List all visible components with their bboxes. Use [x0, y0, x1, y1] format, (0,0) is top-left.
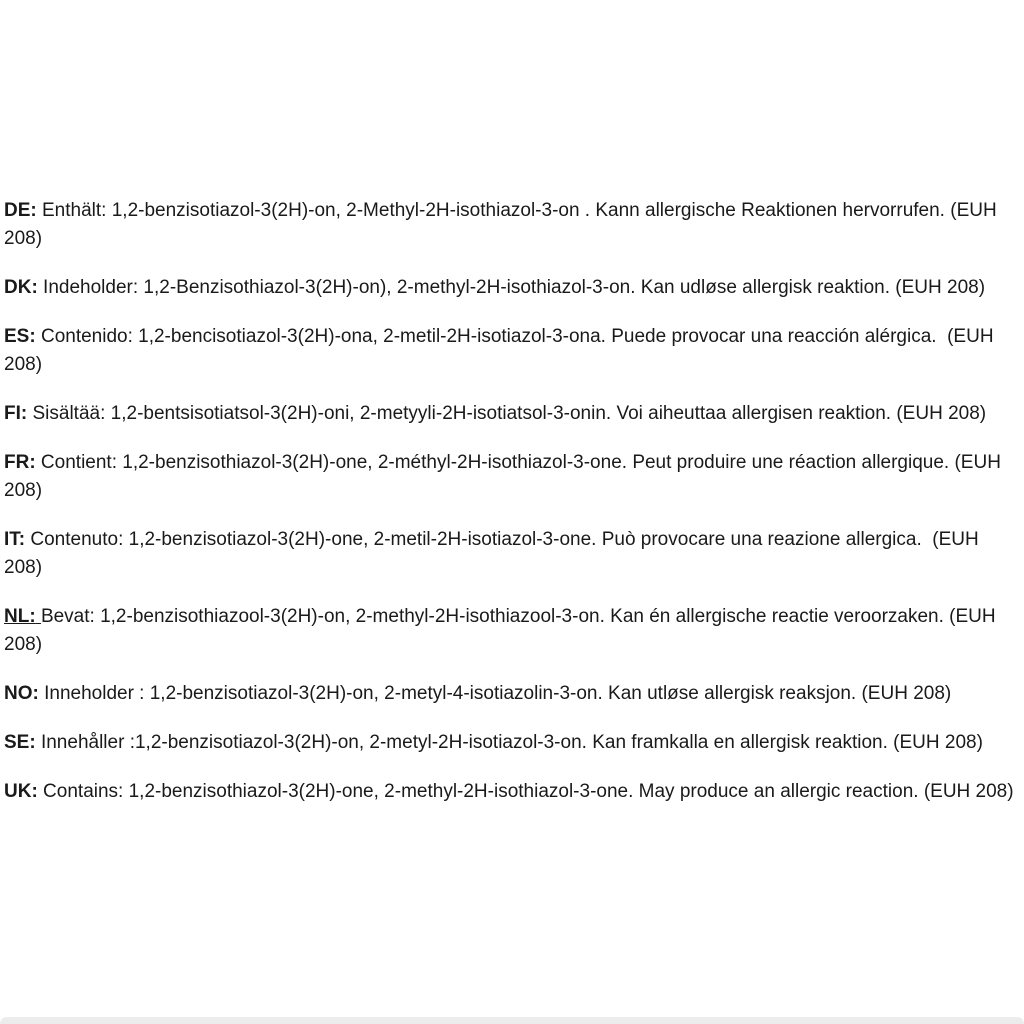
statement-text-fr: Contient: 1,2-benzisothiazol-3(2H)-one, 2-méthyl-2H-isothiazol-3-one. Peut produire une réaction allergique. (EUH 208) — [4, 452, 1007, 501]
statement-text-it: Contenuto: 1,2-benzisotiazol-3(2H)-one, 2-metil-2H-isotiazol-3-one. Può provocare una reazione allergica. (EUH 208) — [4, 529, 985, 578]
euh208-statement-se — [4, 729, 1020, 757]
statement-text-fi: Sisältää: 1,2-bentsisotiatsol-3(2H)-oni, 2-metyyli-2H-isotiatsol-3-onin. Voi aiheuttaa allergisen reaktion. (EUH 208) — [27, 403, 987, 424]
language-code-se: SE: — [4, 732, 36, 753]
statement-text-dk: Indeholder: 1,2-Benzisothiazol-3(2H)-on), 2-methyl-2H-isothiazol-3-on. Kan udløse allergisk reaktion. (EUH 208) — [37, 277, 986, 298]
language-code-nl: NL: — [4, 606, 36, 627]
language-code-no: NO: — [4, 683, 39, 704]
statement-text-uk: Contains: 1,2-benzisothiazol-3(2H)-one, 2-methyl-2H-isothiazol-3-one. May produce an allergic reaction. (EUH 208) — [37, 781, 1014, 802]
statement-text-es: Contenido: 1,2-bencisotiazol-3(2H)-ona, 2-metil-2H-isotiazol-3-ona. Puede provocar una reacción alérgica. (EUH 208) — [4, 326, 999, 375]
euh208-statement-fr — [4, 449, 1020, 505]
euh208-statement-uk — [4, 778, 1020, 806]
language-code-fi: FI: — [4, 403, 28, 424]
language-code-uk: UK: — [4, 781, 38, 802]
language-code-fr: FR: — [4, 452, 36, 473]
euh208-statement-nl — [4, 603, 1020, 659]
page-bottom-edge — [0, 1017, 1024, 1024]
statement-text-no: Inneholder : 1,2-benzisotiazol-3(2H)-on, 2-metyl-4-isotiazolin-3-on. Kan utløse allergisk reaksjon. (EUH 208) — [38, 683, 952, 704]
language-code-it: IT: — [4, 529, 26, 550]
euh208-statement-fi — [4, 400, 1020, 428]
euh208-statement-de — [4, 197, 1020, 253]
statement-text-de: Enthält: 1,2-benzisotiazol-3(2H)-on, 2-Methyl-2H-isothiazol-3-on . Kann allergische Reaktionen hervorrufen. (EUH 208) — [4, 200, 1002, 249]
euh208-statement-no — [4, 680, 1020, 708]
euh208-statement-es — [4, 323, 1020, 379]
language-code-es: ES: — [4, 326, 36, 347]
language-code-de: DE: — [4, 200, 37, 221]
statement-text-se: Innehåller :1,2-benzisotiazol-3(2H)-on, 2-metyl-2H-isotiazol-3-on. Kan framkalla en allergisk reaktion. (EUH 208) — [35, 732, 983, 753]
euh208-statement-dk — [4, 274, 1020, 302]
euh208-statement-it — [4, 526, 1020, 582]
statement-text-nl: Bevat: 1,2-benzisothiazool-3(2H)-on, 2-methyl-2H-isothiazool-3-on. Kan én allergische reactie veroorzaken. (EUH 208) — [4, 606, 1001, 655]
language-code-dk: DK: — [4, 277, 38, 298]
